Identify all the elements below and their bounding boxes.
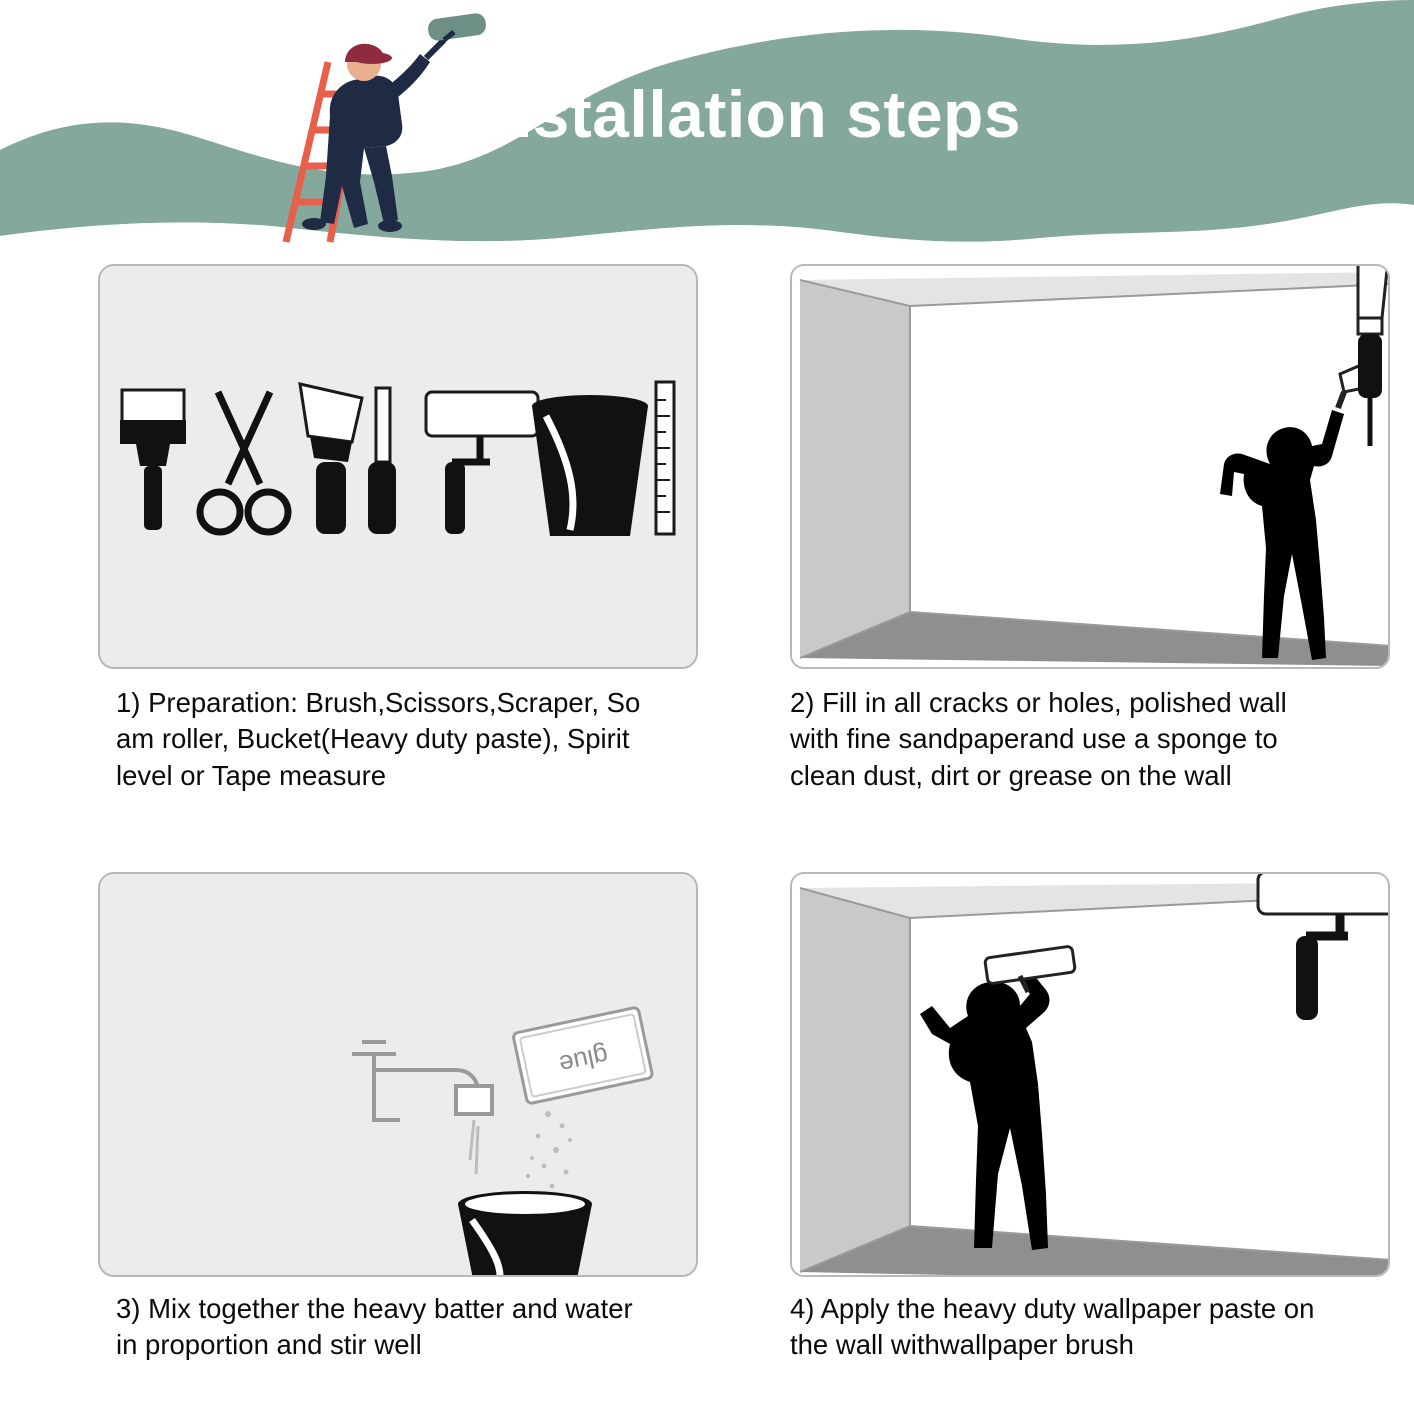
mixing-glue-and-water-icon bbox=[100, 874, 698, 1277]
step-2-line-2: with fine sandpaperand use a sponge to bbox=[790, 723, 1278, 755]
step-2-line-3: clean dust, dirt or grease on the wall bbox=[790, 759, 1232, 791]
step-1-line-2: am roller, Bucket(Heavy duty paste), Spirit bbox=[116, 723, 630, 755]
water-stream-icon bbox=[470, 1120, 478, 1174]
step-3-line-2: in proportion and stir well bbox=[116, 1329, 422, 1361]
room-perspective bbox=[792, 874, 1390, 1277]
step-3 bbox=[98, 872, 718, 1364]
person-rolling-paste-icon bbox=[792, 874, 1390, 1277]
paint-roller-icon bbox=[426, 392, 538, 534]
step-3-image bbox=[98, 872, 698, 1277]
step-1 bbox=[98, 264, 718, 794]
roller-icon bbox=[426, 12, 487, 58]
step-3-line-1: 3) Mix together the heavy batter and water bbox=[116, 1293, 633, 1324]
glue-packet-icon bbox=[513, 1007, 653, 1104]
person-scraping-wall-icon bbox=[792, 266, 1390, 669]
step-1-caption bbox=[98, 685, 716, 794]
powder-stream-icon bbox=[526, 1111, 572, 1189]
step-4-line-2: the wall withwallpaper brush bbox=[790, 1329, 1134, 1361]
step-4-image bbox=[790, 872, 1390, 1277]
step-2 bbox=[790, 264, 1410, 794]
faucet-icon bbox=[352, 1042, 492, 1120]
bucket-icon bbox=[532, 395, 648, 536]
step-1-image bbox=[98, 264, 698, 669]
bucket-icon bbox=[458, 1191, 592, 1277]
step-2-line-1: 2) Fill in all cracks or holes, polished wall bbox=[790, 687, 1287, 718]
svg-text:glue: glue bbox=[556, 1040, 611, 1081]
step-1-line-1: 1) Preparation: Brush,Scissors,Scraper, So bbox=[116, 687, 641, 718]
page-title: Installation steps bbox=[472, 77, 1022, 151]
step-1-line-3: level or Tape measure bbox=[116, 759, 387, 791]
step-2-caption bbox=[790, 685, 1390, 794]
step-4-line-1: 4) Apply the heavy duty wallpaper paste on bbox=[790, 1293, 1315, 1324]
paint-brush-icon bbox=[120, 390, 186, 530]
step-4-caption bbox=[790, 1291, 1390, 1364]
tools-lineup-icon bbox=[100, 266, 698, 669]
steps-grid bbox=[0, 262, 1414, 1426]
step-4 bbox=[790, 872, 1410, 1364]
step-2-image bbox=[790, 264, 1390, 669]
step-3-caption bbox=[98, 1291, 716, 1364]
utility-knife-icon bbox=[368, 388, 396, 534]
header-banner bbox=[0, 0, 1414, 262]
scraper-icon bbox=[300, 384, 362, 534]
scissors-icon bbox=[200, 392, 288, 532]
tape-measure-icon bbox=[656, 382, 674, 534]
